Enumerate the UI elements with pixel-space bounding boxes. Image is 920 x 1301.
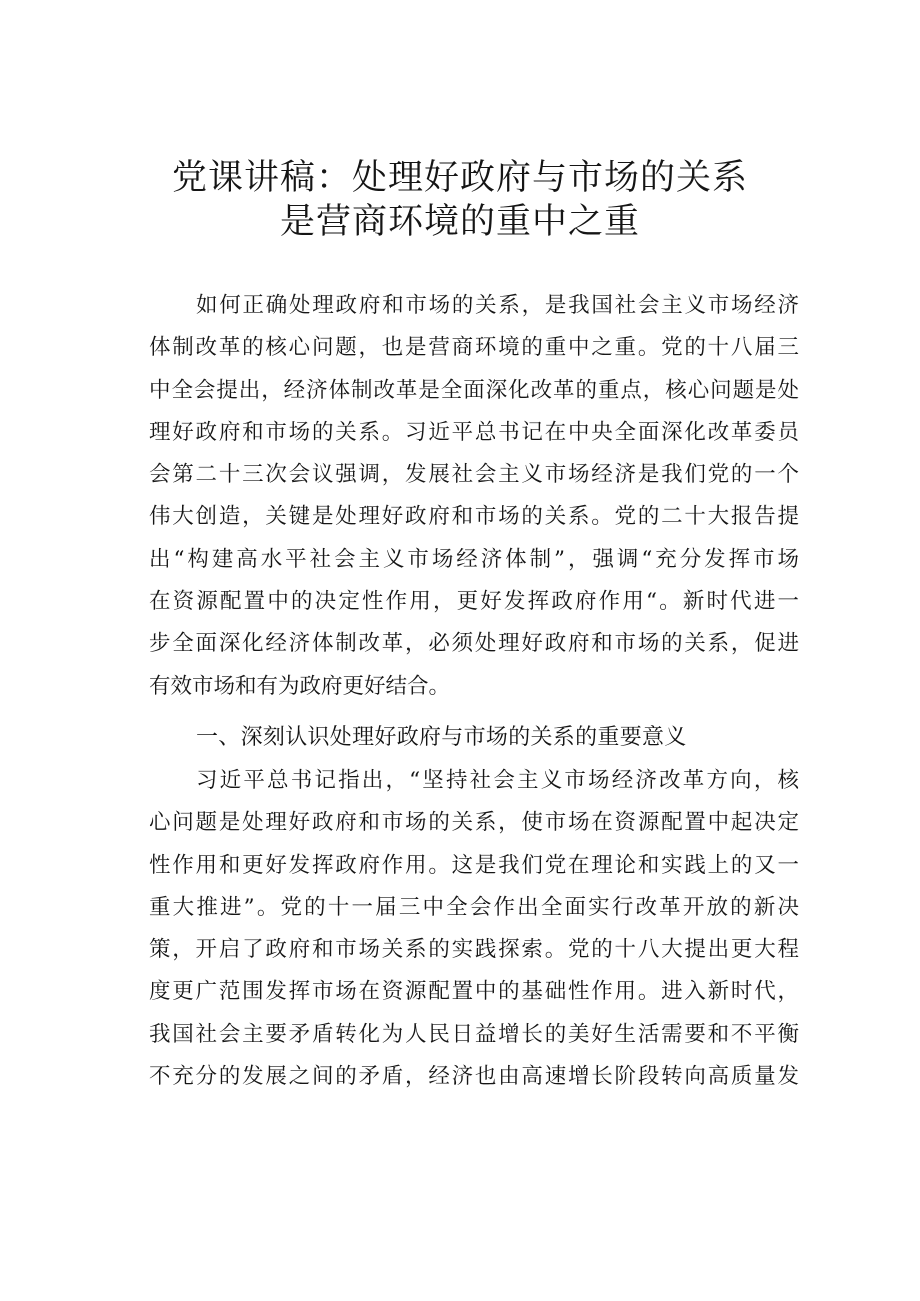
text-line: 我国社会主要矛盾转化为人民日益增长的美好生活需要和不平衡 [149, 1021, 799, 1047]
text-line: 会第二十三次会议强调，发展社会主义市场经济是我们党的一个 [149, 462, 799, 488]
section-heading: 一、深刻认识处理好政府与市场的关系的重要意义 [196, 725, 687, 750]
document-title-line-1: 党课讲稿：处理好政府与市场的关系 [171, 158, 748, 198]
text-line: 有效市场和有为政府更好结合。 [149, 673, 451, 699]
paragraph-intro [149, 285, 799, 708]
document-title-line-2: 是营商环境的重中之重 [279, 202, 640, 242]
text-line: 步全面深化经济体制改革，必须处理好政府和市场的关系，促进 [149, 631, 799, 657]
text-line: 心问题是处理好政府和市场的关系，使市场在资源配置中起决定 [149, 810, 799, 836]
text-line: 理好政府和市场的关系。习近平总书记在中央全面深化改革委员 [149, 419, 799, 445]
text-line: 策，开启了政府和市场关系的实践探索。党的十八大提出更大程 [149, 937, 799, 963]
text-line: 如何正确处理政府和市场的关系，是我国社会主义市场经济 [196, 293, 799, 318]
paragraph-section-1 [149, 760, 799, 1098]
text-line: 习近平总书记指出，“坚持社会主义市场经济改革方向，核 [196, 768, 799, 793]
text-line: 度更广范围发挥市场在资源配置中的基础性作用。进入新时代， [149, 979, 799, 1005]
text-line: 不充分的发展之间的矛盾，经济也由高速增长阶段转向高质量发 [149, 1064, 799, 1090]
text-line: 中全会提出，经济体制改革是全面深化改革的重点，核心问题是处 [149, 377, 799, 403]
text-line: 在资源配置中的决定性作用，更好发挥政府作用“。新时代进一 [149, 589, 799, 615]
text-line: 体制改革的核心问题，也是营商环境的重中之重。党的十八届三 [149, 335, 799, 361]
text-line: 性作用和更好发挥政府作用。这是我们党在理论和实践上的又一 [149, 852, 799, 878]
text-line: 重大推进”。党的十一届三中全会作出全面实行改革开放的新决 [149, 894, 799, 920]
text-line: 出“构建高水平社会主义市场经济体制”，强调“充分发挥市场 [149, 546, 799, 572]
text-line: 伟大创造，关键是处理好政府和市场的关系。党的二十大报告提 [149, 504, 799, 530]
